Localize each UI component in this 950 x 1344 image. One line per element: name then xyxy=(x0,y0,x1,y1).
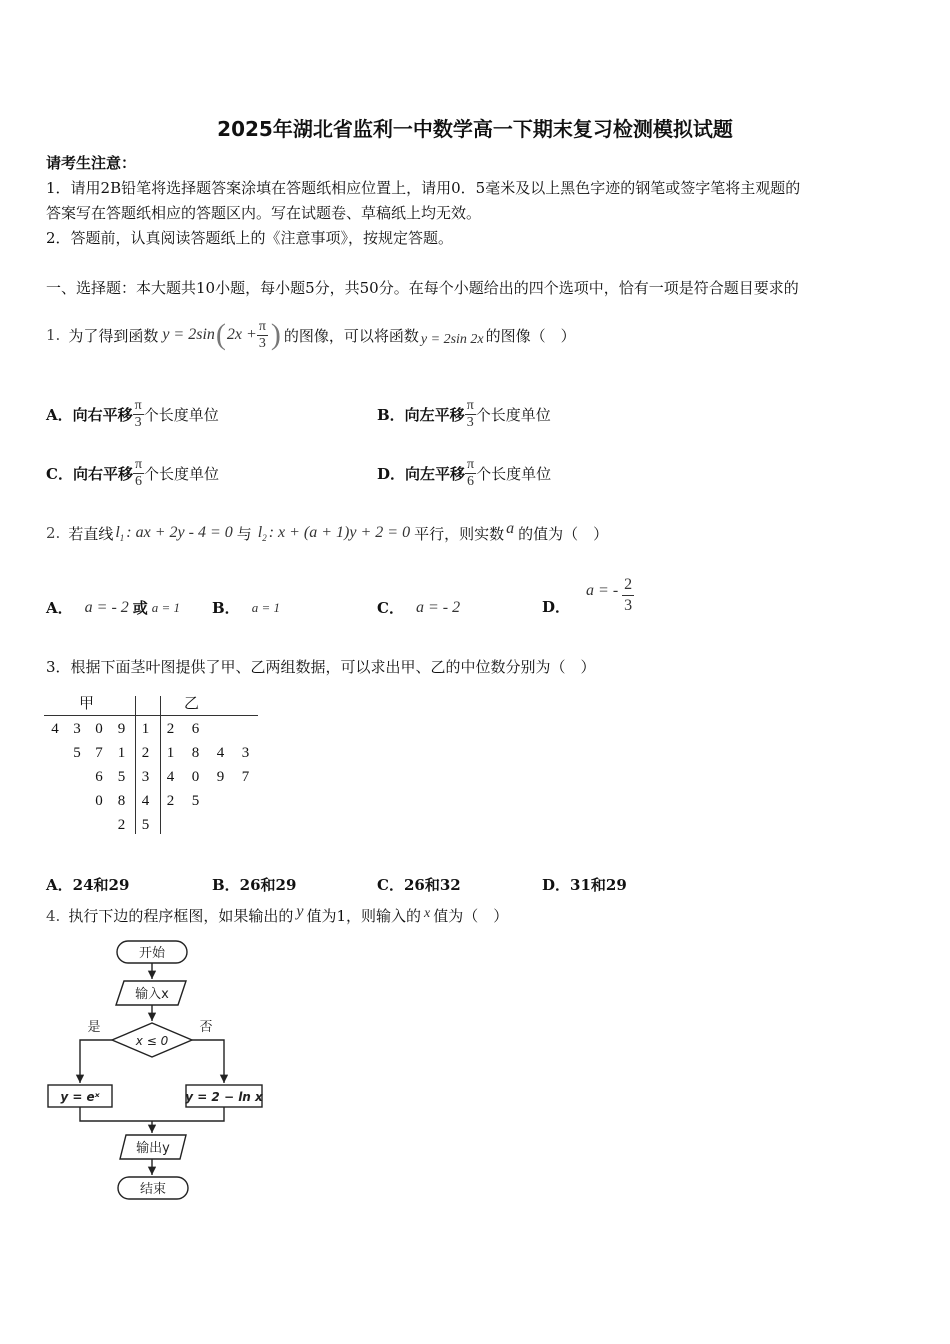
q2-variable-a: a xyxy=(506,520,515,537)
left-leaf xyxy=(44,741,66,765)
stem-leaf-row xyxy=(44,741,258,765)
flow-condition-text: x ≤ 0 xyxy=(135,1034,169,1048)
q2-text-post-2: 的值为（ ） xyxy=(518,524,609,543)
right-leaf: 1 xyxy=(166,744,175,761)
q1-option-d-unit: 个长度单位 xyxy=(476,465,552,483)
stem: 1 xyxy=(141,720,150,737)
stem-leaf-top-line xyxy=(44,715,258,716)
right-leaf: 5 xyxy=(191,792,200,809)
flow-arrow-no xyxy=(192,1040,224,1083)
q2-option-a-value-2: a = 1 xyxy=(151,599,181,615)
stem-leaf-plot xyxy=(44,690,264,840)
q3-option-c[interactable]: C．26和32 xyxy=(377,876,461,894)
right-paren: ) xyxy=(270,318,281,351)
stem-leaf-row xyxy=(44,789,258,813)
q2-option-c[interactable] xyxy=(377,597,460,618)
section-heading: 一、选择题：本大题共10小题，每小题5分，共50分。在每个小题给出的四个选项中，恰有一项是符合题目要求的 xyxy=(46,279,799,297)
left-leaf: 1 xyxy=(117,744,126,761)
page-title: 2025年湖北省监利一中数学高一下期末复习检测模拟试题 xyxy=(217,117,733,141)
right-leaf xyxy=(158,813,183,837)
q2-option-d-value: a = - xyxy=(586,582,619,599)
q4-text-mid: 值为1，则输入的 xyxy=(306,907,421,925)
flowchart xyxy=(40,935,280,1210)
q1-option-b[interactable] xyxy=(377,398,551,431)
right-leaf xyxy=(233,813,258,837)
q2-text-post-1: 平行，则实数 xyxy=(414,524,505,543)
flow-end-text: 结束 xyxy=(139,1182,167,1197)
stem-leaf-header-yi: 乙 xyxy=(184,694,200,712)
q3-option-a[interactable]: A．24和29 xyxy=(46,876,130,894)
stem: 4 xyxy=(141,792,150,809)
q1-option-b-unit: 个长度单位 xyxy=(475,406,551,424)
q1-option-c[interactable] xyxy=(46,457,219,490)
notice-heading: 请考生注意： xyxy=(46,154,137,172)
right-leaf xyxy=(208,813,233,837)
q2-number: 2. xyxy=(46,524,61,542)
right-leaf: 9 xyxy=(216,768,225,785)
notice-line-1b: 答案写在答题纸相应的答题区内。写在试题卷、草稿纸上均无效。 xyxy=(46,204,482,222)
left-leaf xyxy=(44,765,66,789)
stem-leaf-header-jia: 甲 xyxy=(79,694,95,712)
q4-text-pre: 执行下边的程序框图，如果输出的 xyxy=(68,907,294,925)
left-leaf: 3 xyxy=(73,720,81,737)
right-leaf: 0 xyxy=(191,768,200,785)
right-leaf xyxy=(183,813,208,837)
right-leaf xyxy=(233,717,258,741)
q1-option-a-unit: 个长度单位 xyxy=(143,406,219,424)
q4-variable-x: x xyxy=(423,905,431,921)
q1-option-c-unit: 个长度单位 xyxy=(144,465,220,483)
flow-no-label: 否 xyxy=(199,1020,213,1035)
q1-text-post: 的图像（ ） xyxy=(485,326,576,345)
left-leaf xyxy=(66,789,88,813)
flow-right-text: y = 2 − ln x xyxy=(185,1090,263,1104)
q1-option-a[interactable] xyxy=(46,398,219,431)
q4-variable-y: y xyxy=(296,902,304,920)
right-leaf: 3 xyxy=(241,744,250,761)
left-leaf: 2 xyxy=(117,816,126,833)
left-leaf: 7 xyxy=(95,744,103,761)
right-leaf: 4 xyxy=(216,744,225,761)
left-leaf: 5 xyxy=(73,744,81,761)
q2-option-d[interactable] xyxy=(542,570,634,620)
left-leaf xyxy=(88,813,110,837)
flow-yes-label: 是 xyxy=(87,1020,101,1035)
q1-option-d-fraction: $\frac{\pi}{6}$ xyxy=(467,457,475,489)
q1-text-pre: 为了得到函数 xyxy=(68,326,159,345)
notice-line-1: 1．请用2B铅笔将选择题答案涂填在答题纸相应位置上，请用0．5毫米及以上黑色字迹的钢笔或签字笔将主观题的 xyxy=(46,179,801,197)
flow-input-text: 输入x xyxy=(135,987,169,1002)
question-3: 3．根据下面茎叶图提供了甲、乙两组数据，可以求出甲、乙的中位数分别为（ ） xyxy=(46,658,596,676)
q2-line-1-equation: : ax + 2y - 4 = 0 xyxy=(126,524,233,541)
q1-option-b-fraction: $\frac{\pi}{3}$ xyxy=(466,398,474,430)
q2-line-2-subscript: 2 xyxy=(262,533,267,543)
q2-option-a[interactable] xyxy=(46,597,180,618)
q2-text-mid: 与 xyxy=(236,524,252,543)
q1-option-d[interactable] xyxy=(377,457,551,490)
q3-option-d[interactable]: D．31和29 xyxy=(542,876,627,894)
q2-option-d-fraction: $\frac{2}{3}$ xyxy=(624,575,633,614)
flow-output-text: 输出y xyxy=(136,1141,170,1156)
left-leaf: 6 xyxy=(95,768,103,785)
right-leaf: 6 xyxy=(191,720,200,737)
stem: 2 xyxy=(141,744,150,761)
q2-line-1-subscript: 1 xyxy=(119,533,125,543)
right-leaf: 2 xyxy=(166,792,175,809)
right-leaf: 7 xyxy=(241,768,250,785)
flow-arrow-yes xyxy=(80,1040,112,1083)
q2-option-a-value: a = - 2 xyxy=(84,598,129,616)
flow-merge-line xyxy=(80,1107,224,1121)
q2-option-b-label: B． xyxy=(212,599,240,617)
stem-leaf-row xyxy=(44,717,258,741)
left-leaf xyxy=(44,813,66,837)
q1-option-c-fraction: $\frac{\pi}{6}$ xyxy=(134,457,143,489)
right-leaf xyxy=(233,789,258,813)
q2-option-b-value: a = 1 xyxy=(251,599,280,615)
left-paren: ( xyxy=(215,318,226,351)
stem-leaf-table xyxy=(44,717,258,837)
left-leaf: 5 xyxy=(117,768,126,785)
q1-function-2: y = 2sin 2x xyxy=(420,332,484,347)
right-leaf: 4 xyxy=(166,768,175,785)
q1-text-mid: 的图像，可以将函数 xyxy=(283,326,419,345)
q2-line-2-equation: : x + (a + 1)y + 2 = 0 xyxy=(268,524,411,541)
q1-option-b-label: B．向左平移 xyxy=(377,406,465,424)
left-leaf: 9 xyxy=(117,720,126,737)
q1-fraction-pi-3: $\frac{\pi}{3}$ xyxy=(258,318,266,351)
left-leaf xyxy=(66,765,88,789)
q1-function-1: y = 2sin xyxy=(162,326,215,343)
q1-option-a-fraction: $\frac{\pi}{3}$ xyxy=(134,398,142,430)
right-leaf xyxy=(208,789,233,813)
q2-option-a-or: 或 xyxy=(132,599,148,617)
stem-leaf-row xyxy=(44,765,258,789)
left-leaf: 8 xyxy=(117,792,126,809)
right-leaf: 2 xyxy=(166,720,175,737)
flow-left-text: y = eˣ xyxy=(60,1090,100,1104)
left-leaf: 4 xyxy=(51,720,59,737)
stem-leaf-row xyxy=(44,813,258,837)
question-1 xyxy=(46,310,576,360)
q1-option-c-label: C．向右平移 xyxy=(46,465,133,483)
q2-option-b[interactable] xyxy=(212,597,280,618)
left-leaf xyxy=(44,789,66,813)
q1-option-d-label: D．向左平移 xyxy=(377,465,466,483)
flow-start-text: 开始 xyxy=(138,946,166,961)
left-leaf: 0 xyxy=(95,720,103,737)
stem: 3 xyxy=(141,768,150,785)
question-4 xyxy=(46,902,509,926)
q1-number: 1. xyxy=(46,326,61,344)
right-leaf: 8 xyxy=(191,744,200,761)
left-leaf xyxy=(66,813,88,837)
stem: 5 xyxy=(141,816,150,833)
left-leaf: 0 xyxy=(95,792,103,809)
question-2 xyxy=(46,515,608,551)
q2-text-pre: 若直线 xyxy=(68,524,114,543)
notice-line-2: 2．答题前，认真阅读答题纸上的《注意事项》，按规定答题。 xyxy=(46,229,454,247)
q2-line-1-symbol: l xyxy=(115,524,120,541)
q2-line-2-symbol: l xyxy=(257,524,263,541)
q3-option-b[interactable]: B．26和29 xyxy=(212,876,297,894)
q4-number: 4. xyxy=(46,906,61,925)
q1-function-1-arg: 2x + xyxy=(226,326,257,343)
q1-option-a-label: A．向右平移 xyxy=(46,406,133,424)
q2-option-c-label: C． xyxy=(377,599,404,617)
q2-option-d-label: D． xyxy=(542,597,571,616)
right-leaf xyxy=(208,717,233,741)
q4-text-post: 值为（ ） xyxy=(433,907,509,925)
q2-option-a-label: A． xyxy=(46,599,73,617)
q2-option-c-value: a = - 2 xyxy=(415,598,461,616)
